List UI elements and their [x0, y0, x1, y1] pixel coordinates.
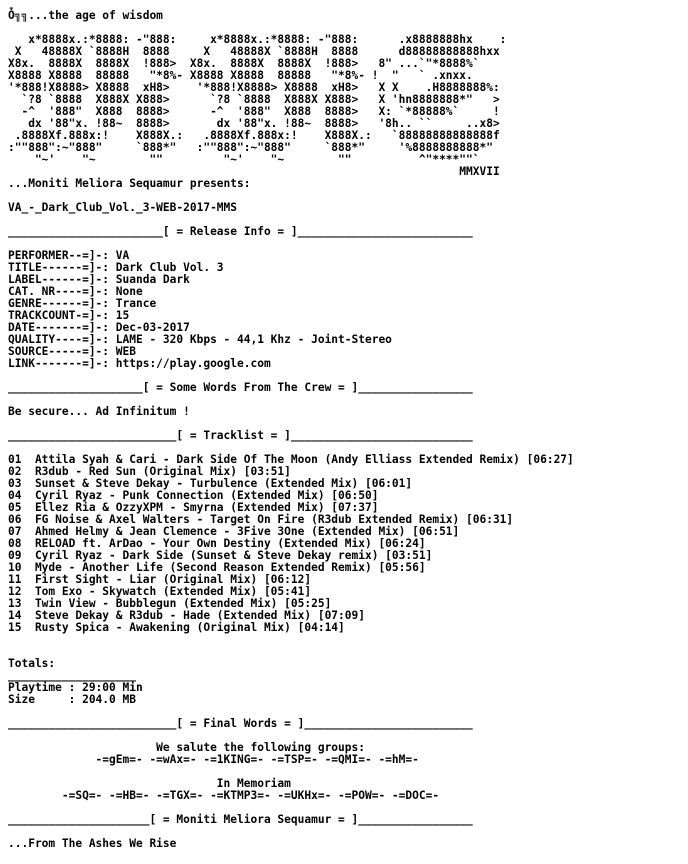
nfo-line: -=gEm=- -=wAx=- -=1KING=- -=TSP=- -=QMI=- -=hM=- [8, 753, 419, 766]
nfo-line: `?8 `8888 X888X X888> `?8 `8888 X888X X888> X 'hn8888888*" > [8, 93, 500, 106]
nfo-line: 06 FG Noise & Axel Walters - Target On Fire (R3dub Extended Remix) [06:31] [8, 513, 514, 526]
nfo-line: 11 First Sight - Liar (Original Mix) [06:12] [8, 573, 312, 586]
nfo-line: 12 Tom Exo - Skywatch (Extended Mix) [05:41] [8, 585, 312, 598]
nfo-line: "~' "~ "" "~' "~ "" ^"****""` [8, 153, 480, 166]
nfo-line: 05 Ellez Ria & OzzyXPM - Smyrna (Extended Mix) [07:37] [8, 501, 379, 514]
nfo-line: X8x. 8888X 8888X !888> X8x. 8888X 8888X !888> 8" ...`"*8888%` [8, 57, 480, 70]
nfo-line: QUALITY----=]-: LAME - 320 Kbps - 44,1 Khz - Joint-Stereo [8, 333, 392, 346]
nfo-line: '*888!X8888> X8888 xH8> '*888!X8888> X8888 xH8> X X .H8888888%: [8, 81, 500, 94]
nfo-document [8, 10, 574, 850]
nfo-line: Be secure... Ad Infinitum ! [8, 405, 190, 418]
nfo-line: Totals: [8, 657, 56, 670]
nfo-line: ...From The Ashes We Rise [8, 837, 177, 850]
nfo-line: SOURCE-----=]-: WEB [8, 345, 136, 358]
nfo-line: -=SQ=- -=HB=- -=TGX=- -=KTMP3=- -=UKHx=- -=POW=- -=DOC=- [8, 789, 440, 802]
nfo-line: 08 RELOAD ft. ArDao - Your Own Destiny (Extended Mix) [06:24] [8, 537, 426, 550]
nfo-line: _______________________[ = Release Info = ]__________________________ [8, 225, 473, 238]
nfo-line: We salute the following groups: [8, 741, 365, 754]
nfo-line: Ȱ╗╗...the age of wisdom [8, 9, 163, 22]
nfo-line: ____________________[ = Some Words From The Crew = ]_________________ [8, 381, 473, 394]
nfo-line: Playtime : 29:00 Min [8, 681, 143, 694]
nfo-line: 15 Rusty Spica - Awakening (Original Mix) [04:14] [8, 621, 345, 634]
nfo-line: _____________________[ = Moniti Meliora Sequamur = ]_________________ [8, 813, 473, 826]
nfo-line: In Memoriam [8, 777, 291, 790]
nfo-line: ___________________ [8, 669, 136, 682]
nfo-line: X 48888X `8888H 8888 X 48888X `8888H 8888 d88888888888hxx [8, 45, 500, 58]
nfo-line: LINK-------=]-: https://play.google.com [8, 357, 271, 370]
nfo-line: ...Moniti Meliora Sequamur presents: [8, 177, 251, 190]
nfo-line: GENRE------=]-: Trance [8, 297, 157, 310]
nfo-line: 02 R3dub - Red Sun (Original Mix) [03:51] [8, 465, 291, 478]
nfo-line: 09 Cyril Ryaz - Dark Side (Sunset & Steve Dekay remix) [03:51] [8, 549, 433, 562]
nfo-line: dx '88"x. !88~ 8888> dx '88"x. !88~ 8888> '8h.. `` ..x8> [8, 117, 500, 130]
nfo-line [8, 634, 574, 646]
nfo-line: 10 Myde - Another Life (Second Reason Extended Remix) [05:56] [8, 561, 426, 574]
nfo-line: TITLE------=]-: Dark Club Vol. 3 [8, 261, 224, 274]
nfo-line: x*8888x.:*8888: -"888: x*8888x.:*8888: -"888: .x8888888hx : [8, 33, 507, 46]
nfo-line: 14 Steve Dekay & R3dub - Hade (Extended Mix) [07:09] [8, 609, 365, 622]
nfo-line: :""888":~"888" `888*" :""888":~"888" `888*" '%8888888888*" [8, 141, 493, 154]
nfo-line: 01 Attila Syah & Cari - Dark Side Of The Moon (Andy Elliass Extended Remix) [06:27] [8, 453, 574, 466]
nfo-line: 13 Twin View - Bubblegun (Extended Mix) [05:25] [8, 597, 332, 610]
nfo-line: _________________________[ = Tracklist = ]___________________________ [8, 429, 473, 442]
nfo-line: -^ '888" X888 8888> -^ '888" X888 8888> X: `*88888%` ! [8, 105, 500, 118]
nfo-line: X8888 X8888 88888 "*8%- X8888 X8888 88888 "*8%- ! " ` .xnxx. [8, 69, 473, 82]
nfo-line: TRACKCOUNT-=]-: 15 [8, 309, 130, 322]
nfo-line: _________________________[ = Final Words = ]_________________________ [8, 717, 473, 730]
nfo-line [8, 646, 574, 658]
nfo-line: PERFORMER--=]-: VA [8, 249, 130, 262]
nfo-line: CAT. NR----=]-: None [8, 285, 143, 298]
nfo-line: Size : 204.0 MB [8, 693, 136, 706]
nfo-line: VA_-_Dark_Club_Vol._3-WEB-2017-MMS [8, 201, 238, 214]
nfo-line: 04 Cyril Ryaz - Punk Connection (Extended Mix) [06:50] [8, 489, 379, 502]
nfo-line: LABEL------=]-: Suanda Dark [8, 273, 190, 286]
nfo-line: .8888Xf.888x:! X888X.: .8888Xf.888x:! X888X.: `88888888888888f [8, 129, 500, 142]
nfo-line: 07 Ahmed Helmy & Jean Clemence - 3Five 3One (Extended Mix) [06:51] [8, 525, 460, 538]
nfo-line: 03 Sunset & Steve Dekay - Turbulence (Extended Mix) [06:01] [8, 477, 413, 490]
nfo-line: MMXVII [8, 165, 500, 178]
nfo-line: DATE-------=]-: Dec-03-2017 [8, 321, 190, 334]
